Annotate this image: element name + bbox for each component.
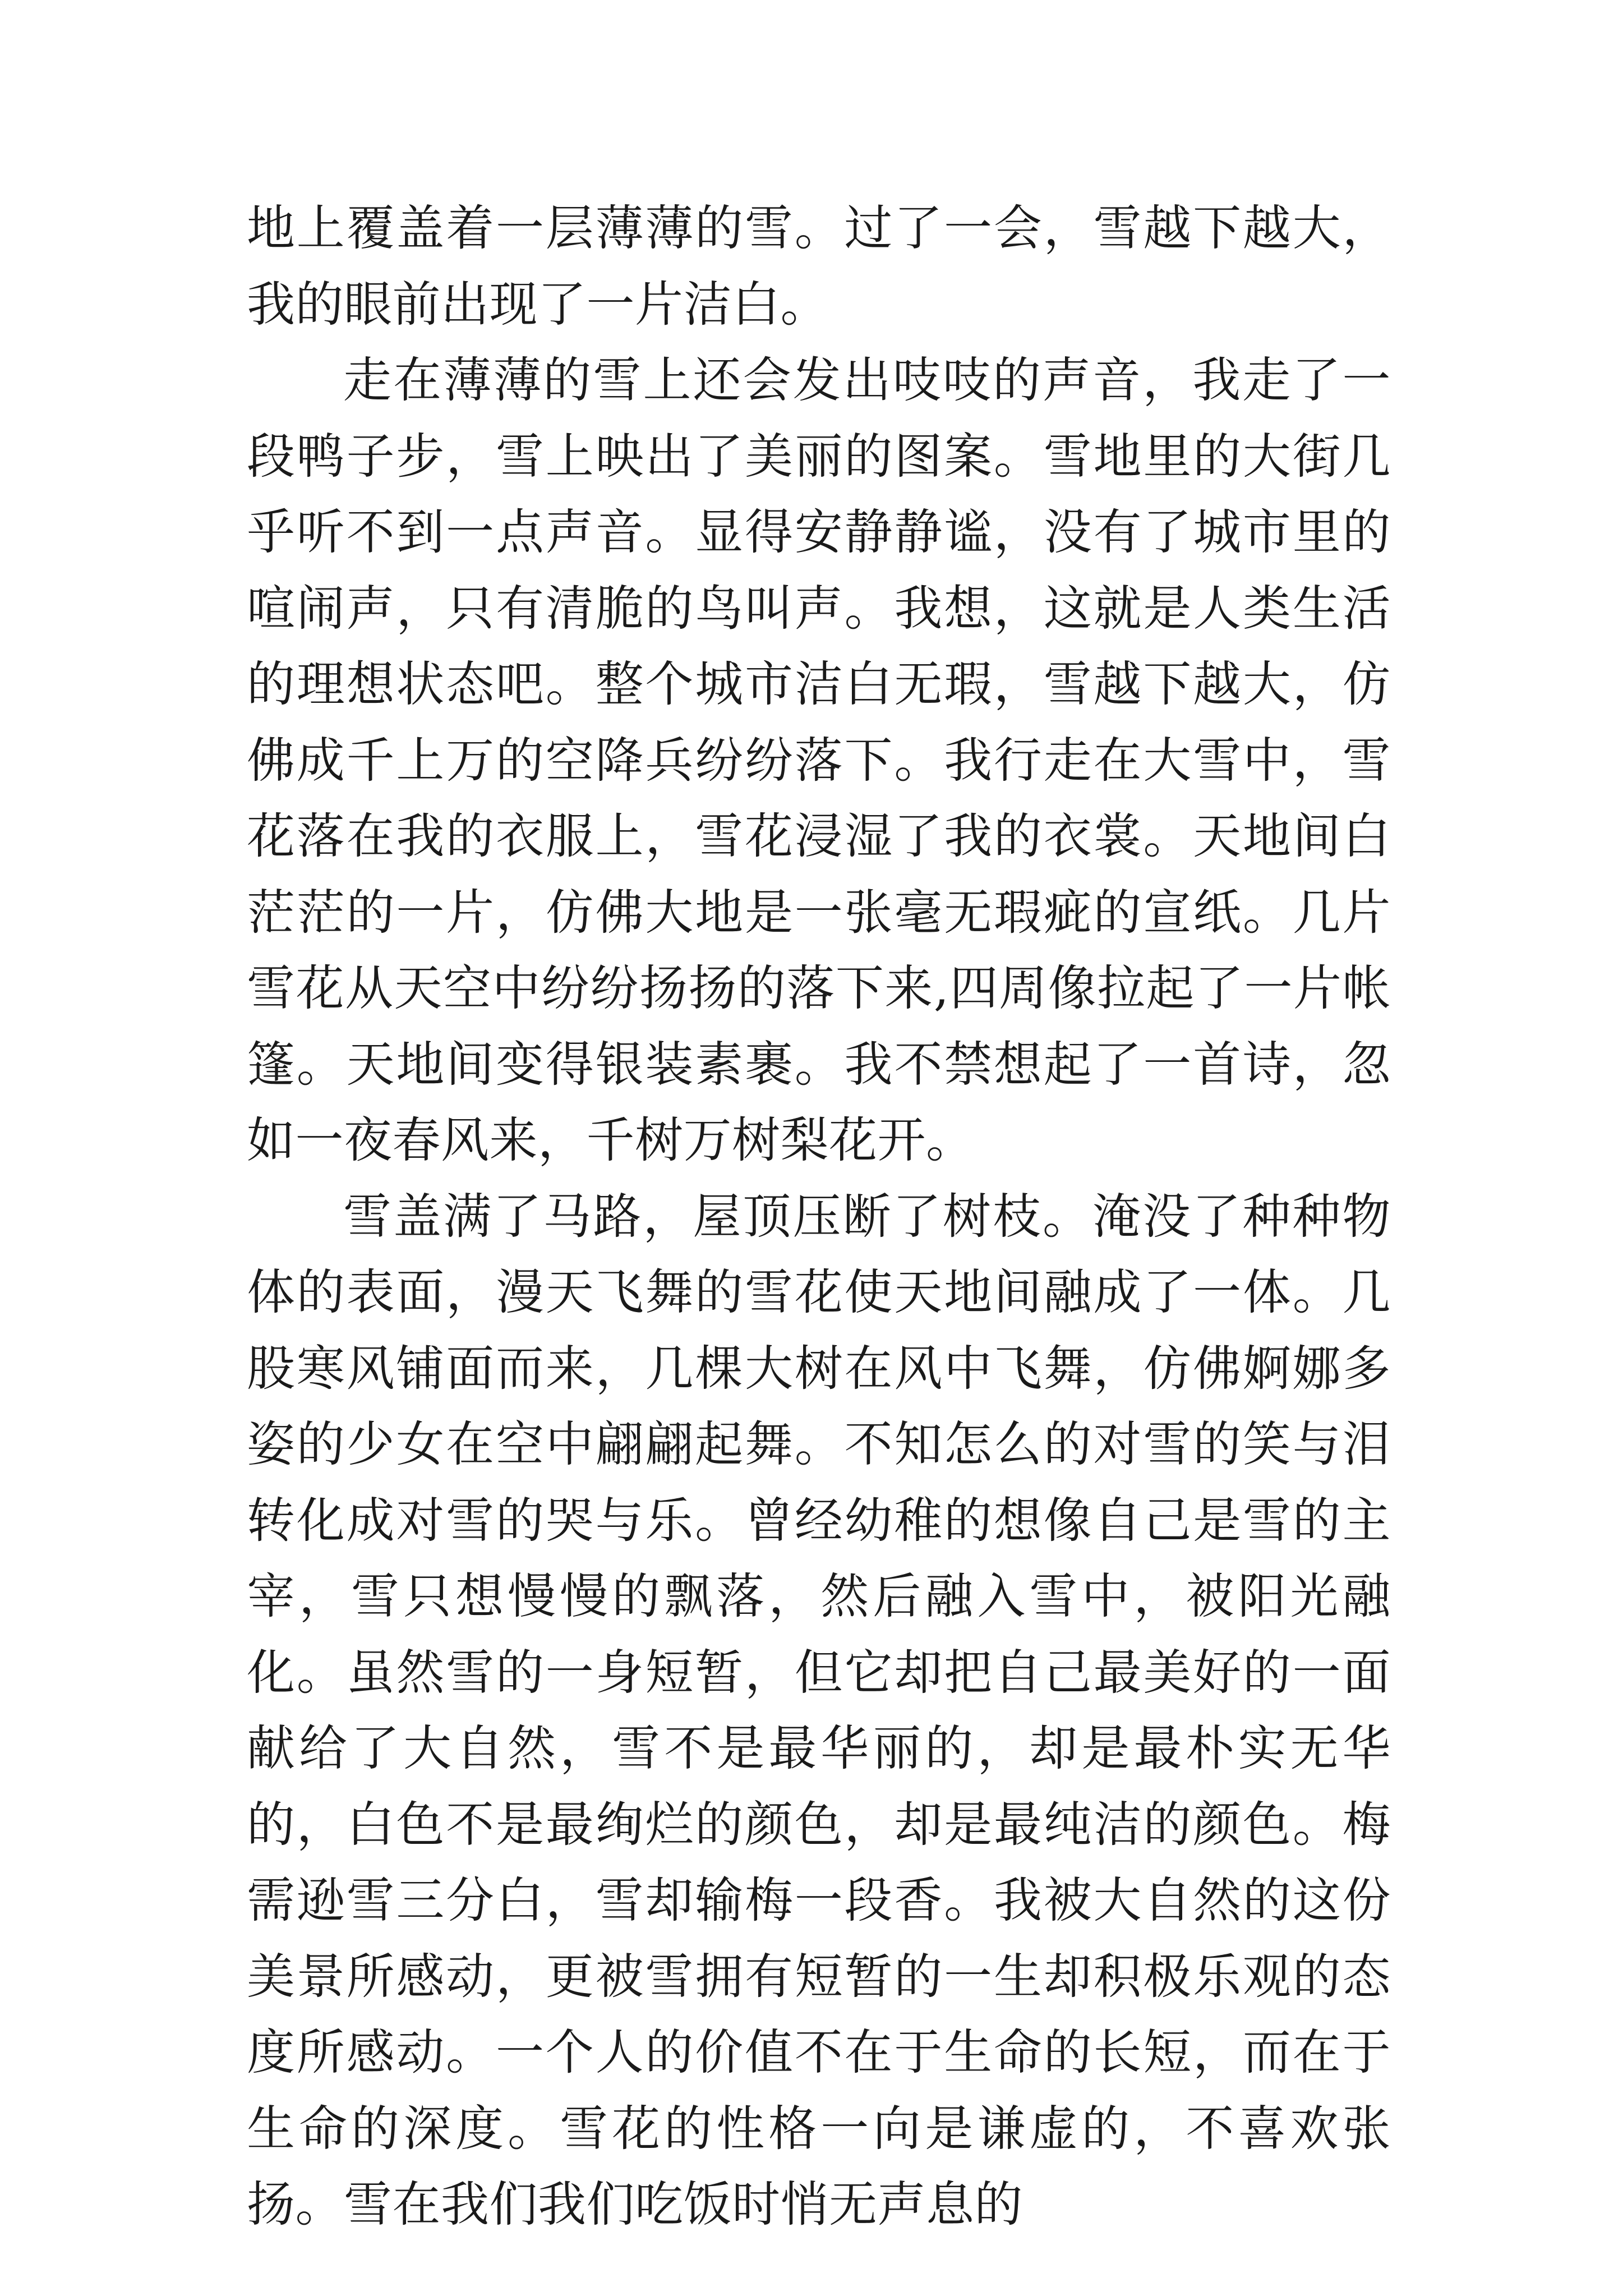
body-text bbox=[247, 191, 1391, 2243]
paragraph-3: 雪盖满了马路，屋顶压断了树枝。淹没了种种物体的表面，漫天飞舞的雪花使天地间融成了一体。几股寒风铺面而来，几棵大树在风中飞舞，仿佛婀娜多姿的少女在空中翩翩起舞。不知怎么的对雪的笑与泪转化成对雪的哭与乐。曾经幼稚的想像自己是雪的主宰，雪只想慢慢的飘落，然后融入雪中，被阳光融化。虽然雪的一身短暂，但它却把自己最美好的一面献给了大自然，雪不是最华丽的，却是最朴实无华的，白色不是最绚烂的颜色，却是最纯洁的颜色。梅需逊雪三分白，雪却输梅一段香。我被大自然的这份美景所感动，更被雪拥有短暂的一生却积极乐观的态度所感动。一个人的价值不在于生命的长短，而在于生命的深度。雪花的性格一向是谦虚的，不喜欢张扬。雪在我们我们吃饭时悄无声息的 bbox=[247, 1188, 1391, 2233]
paragraph-2: 走在薄薄的雪上还会发出吱吱的声音，我走了一段鸭子步，雪上映出了美丽的图案。雪地里的大街几乎听不到一点声音。显得安静静谧，没有了城市里的喧闹声，只有清脆的鸟叫声。我想，这就是人类生活的理想状态吧。整个城市洁白无瑕，雪越下越大，仿佛成千上万的空降兵纷纷落下。我行走在大雪中，雪花落在我的衣服上，雪花浸湿了我的衣裳。天地间白茫茫的一片，仿佛大地是一张毫无瑕疵的宣纸。几片雪花从天空中纷纷扬扬的落下来,四周像拉起了一片帐篷。天地间变得银装素裹。我不禁想起了一首诗，忽如一夜春风来，千树万树梨花开。 bbox=[247, 352, 1391, 1168]
paragraph-1: 地上覆盖着一层薄薄的雪。过了一会，雪越下越大，我的眼前出现了一片洁白。 bbox=[247, 200, 1391, 333]
